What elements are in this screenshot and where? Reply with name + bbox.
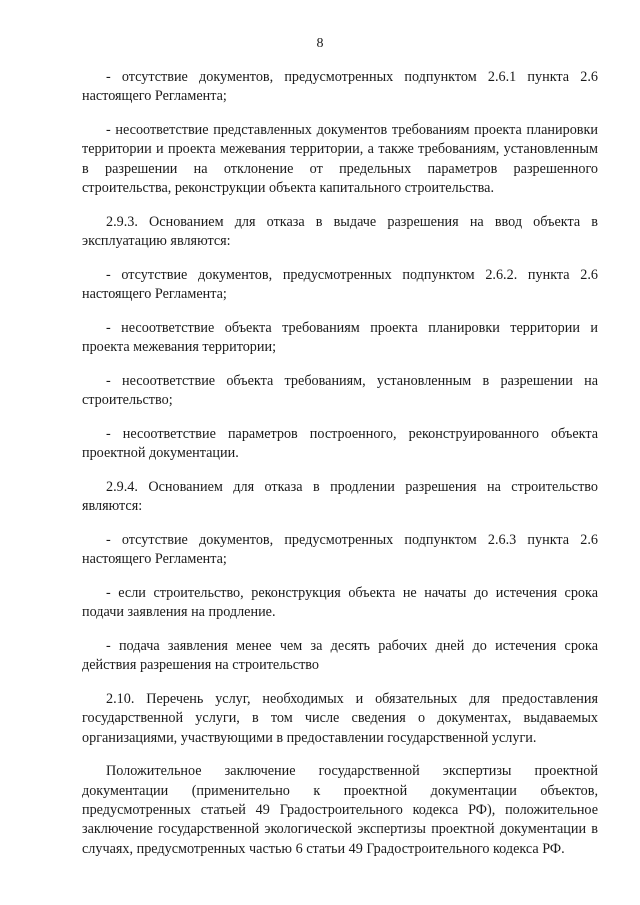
paragraph-refusal-noncompliance-planning: - несоответствие представленных документов требованиям проекта планировки территории и проекта межевания территории, а также требованиям, установленным в разрешении на отклонение от предельных параметров разрешенного строительства, реконструкции объекта капитального строительства. — [82, 122, 598, 197]
paragraph-parameters-noncompliance: - несоответствие параметров построенного, реконструированного объекта проектной документации. — [82, 425, 598, 462]
paragraph-section-2-9-4: 2.9.4. Основанием для отказа в продлении разрешения на строительство являются: — [82, 478, 598, 515]
paragraph-late-application: - подача заявления менее чем за десять рабочих дней до истечения срока действия разрешения на строительство — [82, 637, 598, 674]
paragraph-refusal-missing-docs-2-6-1: - отсутствие документов, предусмотренных подпунктом 2.6.1 пункта 2.6 настоящего Регламента; — [82, 69, 598, 105]
document-body — [82, 68, 598, 873]
paragraph-expertise-conclusion: Положительное заключение государственной экспертизы проектной документации (применительно к проектной документации объектов, предусмотренных статьей 49 Градостроительного кодекса РФ), положительное заключение государственной экологической экспертизы проектной документации в случаях, предусмотренных частью 6 статьи 49 Градостроительного кодекса РФ. — [82, 763, 598, 857]
paragraph-missing-docs-2-6-3: - отсутствие документов, предусмотренных подпунктом 2.6.3 пункта 2.6 настоящего Регламента; — [82, 531, 598, 568]
paragraph-section-2-9-3: 2.9.3. Основанием для отказа в выдаче разрешения на ввод объекта в эксплуатацию являются: — [82, 213, 598, 250]
paragraph-object-planning-noncompliance: - несоответствие объекта требованиям проекта планировки территории и проекта межевания территории; — [82, 319, 598, 356]
page-number: 8 — [316, 36, 324, 51]
paragraph-object-permit-noncompliance: - несоответствие объекта требованиям, установленным в разрешении на строительство; — [82, 372, 598, 409]
paragraph-section-2-10: 2.10. Перечень услуг, необходимых и обязательных для предоставления государственной услуги, в том числе сведения о документах, выдаваемых организациями, участвующими в предоставлении государственной услуги. — [82, 690, 598, 746]
paragraph-construction-not-started: - если строительство, реконструкция объекта не начаты до истечения срока подачи заявления на продление. — [82, 584, 598, 621]
paragraph-missing-docs-2-6-2: - отсутствие документов, предусмотренных подпунктом 2.6.2. пункта 2.6 настоящего Регламента; — [82, 266, 598, 303]
